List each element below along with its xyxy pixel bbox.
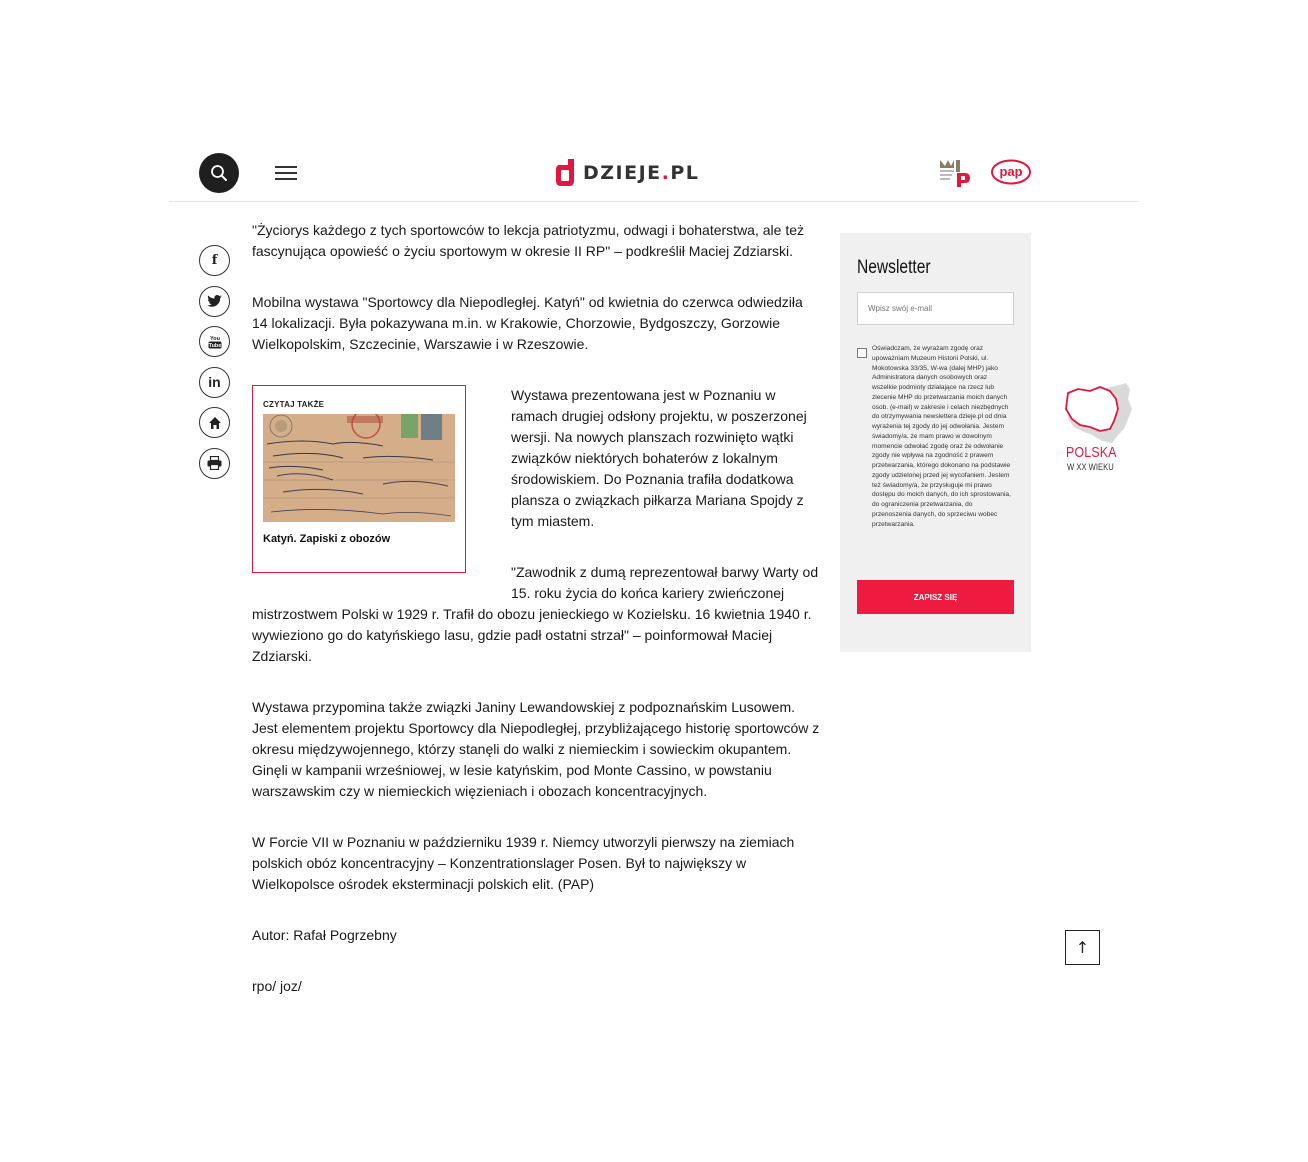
article-paragraph: Wystawa przypomina także związki Janiny Lewandowskiej z podpoznańskim Lusowem. Jest elementem projektu Sportowcy dla Niepodległej, przybliżającego historię sportowców z okresu międzywojennego, którzy stanęli do walki z niemieckim i sowieckim okupantem. Ginęli w kampanii wrześniowej, w lesie katyńskim, pod Monte Cassino, w powstaniu warszawskim czy w niemieckich więzieniach i obozach koncentracyjnych. bbox=[252, 699, 820, 799]
newsletter-consent bbox=[857, 344, 1014, 529]
home-button[interactable] bbox=[199, 407, 230, 438]
menu-button[interactable] bbox=[275, 166, 297, 180]
search-button[interactable] bbox=[199, 153, 239, 193]
polska-subtitle: W XX WIEKU bbox=[1067, 462, 1114, 472]
twitter-share-button[interactable] bbox=[199, 286, 230, 317]
read-also-title: Katyń. Zapiski z obozów bbox=[263, 533, 391, 545]
linkedin-share-button[interactable] bbox=[199, 367, 230, 398]
home-icon bbox=[208, 416, 222, 430]
read-also-card[interactable] bbox=[252, 385, 466, 573]
arrow-up-icon: ↑ bbox=[1075, 938, 1090, 957]
logo-text: DZIEJE.PL bbox=[583, 162, 700, 184]
dzieje-logo-icon bbox=[555, 159, 577, 187]
newsletter-submit-button[interactable]: ZAPISZ SIĘ bbox=[857, 580, 1014, 614]
pap-logo[interactable] bbox=[991, 159, 1031, 185]
article-paragraph: W Forcie VII w Poznaniu w październiku 1939 r. Niemcy utworzyli pierwszy na ziemiach polskich obóz koncentracyjny – Konzentrationslager Posen. Był to największy w Wielkopolsce ośrodek eksterminacji polskich elit. (PAP) bbox=[252, 834, 795, 892]
search-icon bbox=[210, 164, 228, 182]
share-bar bbox=[199, 245, 230, 488]
facebook-icon: f bbox=[211, 253, 218, 268]
consent-checkbox[interactable] bbox=[857, 348, 867, 358]
twitter-icon bbox=[207, 295, 222, 307]
linkedin-icon: in bbox=[208, 374, 221, 390]
article-paragraph: "Zawodnik z dumą reprezentował barwy Warty od 15. roku życia do końca kariery zwieńczonej mistrzostwem Polski w 1929 r. Trafił do obozu jenieckiego w Kozielsku. 16 kwietnia 1940 r. wywieziono go do katyńskiego lasu, gdzie padł ostatni strzał" – poinformował Maciej Zdziarski. bbox=[252, 564, 819, 664]
polska-xx-wieku-banner[interactable] bbox=[1062, 383, 1134, 477]
article-author: Autor: Rafał Pogrzebny bbox=[252, 927, 397, 943]
read-also-label: CZYTAJ TAKŻE bbox=[263, 400, 325, 409]
youtube-icon bbox=[208, 334, 222, 349]
article-paragraph: "Życiorys każdego z tych sportowców to lekcja patriotyzmu, odwagi i bohaterstwa, ale też fascynująca opowieść o życiu sportowym w okresie II RP" – podkreślił Maciej Zdziarski. bbox=[252, 222, 804, 259]
article-paragraph: Mobilna wystawa "Sportowcy dla Niepodległej. Katyń" od kwietnia do czerwca odwiedziła 14 lokalizacji. Była pokazywana m.in. w Krakowie, Chorzowie, Bydgoszczy, Gorzowie Wielkopolskim, Szczecinie, Warszawie i w Rzeszowie. bbox=[252, 294, 803, 352]
consent-text: Oświadczam, że wyrażam zgodę oraz upoważniam Muzeum Historii Polski, ul. Mokotowska 33/35, W-wa (dalej MHP) jako Administratora danych osobowych oraz wszelkie podmioty działające na rzecz lub zlecenie MHP do przetwarzania moich danych osob. (e-mail) w zakresie i celach niezbędnych do otrzymywania newslettera dzieje.pl od dnia wyrażenia tej zgody do jej odwołania. Jestem świadomy/a, że mam prawo w dowolnym momencie odwołać zgodę oraz że odwołanie zgody nie wpływa na zgodność z prawem przetwarzania, którego dokonano na podstawie zgody udzielonej przed jej wycofaniem. Jestem też świadomy/a, że przysługuje mi prawo dostępu do moich danych, do ich sprostowania, do ograniczenia przetwarzania, do przenoszenia danych, do sprzeciwu wobec przetwarzania. bbox=[872, 345, 1011, 528]
menu-line bbox=[275, 178, 297, 180]
menu-line bbox=[275, 166, 297, 168]
youtube-share-button[interactable] bbox=[199, 326, 230, 357]
read-also-image bbox=[263, 414, 455, 522]
article-body bbox=[252, 220, 820, 1027]
article-signature: rpo/ joz/ bbox=[252, 978, 302, 994]
newsletter-panel bbox=[840, 233, 1031, 652]
print-icon bbox=[207, 456, 222, 470]
svg-text:Tube: Tube bbox=[208, 343, 221, 349]
polska-title: POLSKA bbox=[1066, 444, 1117, 461]
menu-line bbox=[275, 172, 297, 174]
mhp-logo[interactable] bbox=[939, 158, 971, 188]
article-paragraph: Wystawa prezentowana jest w Poznaniu w ramach drugiej odsłony projektu, w poszerzonej wersji. Na nowych planszach rozwinięto wątki związków niektórych bohaterów z lokalnym środowiskiem. Do Poznania trafiła dodatkowa plansza o związkach piłkarza Mariana Spojdy z tym miastem. bbox=[511, 387, 807, 529]
facebook-share-button[interactable] bbox=[199, 245, 230, 276]
back-to-top-button[interactable] bbox=[1065, 930, 1100, 965]
newsletter-title: Newsletter bbox=[857, 257, 931, 278]
print-button[interactable] bbox=[199, 448, 230, 479]
site-logo[interactable] bbox=[555, 158, 699, 188]
newsletter-email-input[interactable] bbox=[857, 292, 1014, 325]
svg-text:You: You bbox=[209, 336, 220, 342]
svg-text:pap: pap bbox=[999, 164, 1023, 179]
site-header bbox=[169, 150, 1139, 202]
poland-map-icon bbox=[1062, 383, 1134, 445]
